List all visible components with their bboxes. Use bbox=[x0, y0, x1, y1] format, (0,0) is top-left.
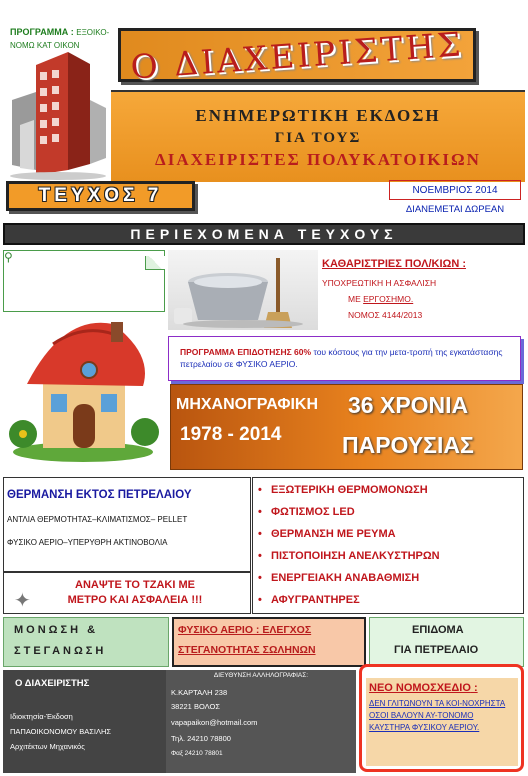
ergosimo-text: ΕΡΓΟΣΗΜΟ. bbox=[363, 294, 414, 304]
heating-line-1: ΑΝΤΛΙΑ ΘΕΡΜΟΤΗΤΑΣ–ΚΛΙΜΑΤΙΣΜΟΣ– PELLET bbox=[7, 515, 188, 524]
subtitle-line-1: ΕΝΗΜΕΡΩΤΙΚΗ ΕΚΔΟΣΗ bbox=[195, 106, 441, 125]
new-law-text: ΔΕΝ ΓΛΙΤΩΝΟΥΝ ΤΑ ΚΟΙ-ΝΟΧΡΗΣΤΑ ΟΣΟΙ ΒΑΛΟΥΝ ΑΥ-ΤΟΝΟΜΟ ΚΑΥΣΤΗΡΑ ΦΥΣΙΚΟΥ ΑΕΡΙΟΥ. bbox=[369, 699, 506, 732]
subsidy-bold: ΠΡΟΓΡΑΜΜΑ ΕΠΙΔΟΤΗΣΗΣ 60% bbox=[180, 347, 312, 357]
heating-title: ΘΕΡΜΑΝΣΗ ΕΚΤΟΣ ΠΕΤΡΕΛΑΙΟΥ bbox=[7, 489, 192, 501]
program-text bbox=[10, 26, 152, 52]
publisher-title: Ο ΔΙΑΧΕΙΡΙΣΤΗΣ bbox=[15, 678, 90, 689]
program-text-2: ΝΟΜΩ ΚΑΤ ΟΙΚΟΝ bbox=[10, 41, 80, 50]
page-fold-decoration bbox=[145, 256, 165, 270]
topic-item: • ΠΙΣΤΟΠΟΙΗΣΗ ΑΝΕΛΚΥΣΤΗΡΩΝ bbox=[258, 550, 440, 562]
topic-label: ΕΞΩΤΕΡΙΚΗ ΘΕΡΜΟΜΟΝΩΣΗ bbox=[271, 484, 428, 496]
new-law-title-colon: : bbox=[470, 682, 478, 694]
pin-icon: ⚲ bbox=[4, 250, 13, 264]
cleaners-line-2-prefix: ΜΕ bbox=[348, 294, 364, 304]
sparkle-icon: ✦ bbox=[14, 590, 31, 612]
allowance-line-1: ΕΠΙΔΟΜΑ bbox=[412, 624, 464, 636]
topic-label: ΠΙΣΤΟΠΟΙΗΣΗ ΑΝΕΛΚΥΣΤΗΡΩΝ bbox=[271, 550, 440, 562]
address-street: Κ.ΚΑΡΤΑΛΗ 238 bbox=[171, 688, 228, 697]
topic-label: ΕΝΕΡΓΕΙΑΚΗ ΑΝΑΒΑΘΜΙΣΗ bbox=[271, 572, 420, 584]
issue-number: ΤΕΥΧΟΣ 7 bbox=[38, 185, 163, 206]
gas-line-1: ΦΥΣΙΚΟ ΑΕΡΙΟ : ΕΛΕΓΧΟΣ bbox=[178, 624, 312, 636]
contents-heading: ΠΕΡΙΕΧΟΜΕΝΑ ΤΕΥΧΟΥΣ bbox=[3, 223, 525, 245]
topic-label: ΘΕΡΜΑΝΣΗ ΜΕ ΡΕΥΜΑ bbox=[271, 528, 396, 540]
years-presence: ΠΑΡΟΥΣΙΑΣ bbox=[342, 432, 474, 458]
years-range: 1978 - 2014 bbox=[180, 424, 282, 445]
address-email[interactable]: vapapaikon@hotmail.com bbox=[171, 718, 258, 727]
newsletter-title: Ο ΔΙΑΧΕΙΡΙΣΤΗΣ bbox=[129, 23, 465, 87]
title-banner bbox=[118, 23, 476, 87]
cleaners-line-1: ΥΠΟΧΡΕΩΤΙΚΗ Η ΑΣΦΑΛΙΣΗ bbox=[322, 278, 437, 288]
allowance-line-2: ΓΙΑ ΠΕΤΡΕΛΑΙΟ bbox=[394, 644, 479, 656]
insulation-line-1: ΜΟΝΩΣΗ & bbox=[14, 624, 99, 636]
topic-label: ΦΩΤΙΣΜΟΣ LED bbox=[271, 506, 355, 518]
fireplace-text bbox=[30, 578, 240, 608]
address-heading: ΔΙΕΥΘΥΝΣΗ ΑΛΛΗΛΟΓΡΑΦΙΑΣ: bbox=[213, 672, 309, 679]
building-illustration bbox=[6, 30, 110, 180]
program-box bbox=[3, 250, 165, 312]
topic-item: • ΕΞΩΤΕΡΙΚΗ ΘΕΡΜΟΜΟΝΩΣΗ bbox=[258, 484, 428, 496]
new-law-title-text: ΝΕΟ ΝΟΜΟΣΧΕΔΙΟ bbox=[369, 682, 471, 694]
subsidy-description: του κόστους για την μετα-τροπή της εγκατάστασης πετρελαίου σε ΦΥΣΙΚΟ ΑΕΡΙΟ. bbox=[180, 347, 503, 369]
subtitle-line-2: ΓΙΑ ΤΟΥΣ bbox=[274, 130, 362, 146]
subtitle-line-3: ΔΙΑΧΕΙΡΙΣΤΕΣ ΠΟΛΥΚΑΤΟΙΚΙΩΝ bbox=[155, 150, 481, 169]
topic-label: ΑΦΥΓΡΑΝΤΗΡΕΣ bbox=[271, 594, 360, 606]
cleaning-supplies-image bbox=[168, 250, 318, 330]
issue-box bbox=[6, 181, 195, 211]
fireplace-line-1: ΑΝΑΨΤΕ ΤΟ ΤΖΑΚΙ ΜΕ bbox=[75, 579, 195, 591]
subsidy-text bbox=[180, 346, 518, 370]
publisher-line-2: ΠΑΠΑΟΙΚΟΝΟΜΟΥ ΒΑΣΙΛΗΣ bbox=[10, 727, 112, 736]
house-illustration bbox=[3, 314, 163, 464]
topic-item: • ΕΝΕΡΓΕΙΑΚΗ ΑΝΑΒΑΘΜΙΣΗ bbox=[258, 572, 420, 584]
topic-item: • ΘΕΡΜΑΝΣΗ ΜΕ ΡΕΥΜΑ bbox=[258, 528, 396, 540]
heating-line-2: ΦΥΣΙΚΟ ΑΕΡΙΟ–ΥΠΕΡΥΘΡΗ ΑΚΤΙΝΟΒΟΛΙΑ bbox=[7, 538, 168, 547]
cleaners-line-2 bbox=[348, 294, 413, 304]
fireplace-line-2: ΜΕΤΡΟ ΚΑΙ ΑΣΦΑΛΕΙΑ !!! bbox=[67, 594, 203, 606]
cleaners-title: ΚΑΘΑΡΙΣΤΡΙΕΣ ΠΟΛ/ΚΙΩΝ : bbox=[322, 258, 466, 270]
cleaners-line-3: ΝΟΜΟΣ 4144/2013 bbox=[348, 310, 423, 320]
free-distribution-label: ΔΙΑΝΕΜΕΤΑΙ ΔΩΡΕΑΝ bbox=[405, 204, 505, 215]
publisher-line-3: Αρχιτέκτων Μηχανικός bbox=[10, 742, 85, 751]
program-bold: ΠΡΟΓΡΑΜΜΑ : bbox=[10, 27, 74, 37]
subtitle-box bbox=[111, 90, 525, 182]
years-count: 36 ΧΡΟΝΙΑ bbox=[348, 392, 469, 418]
address-phone: Τηλ. 24210 78800 bbox=[171, 734, 231, 743]
address-city: 38221 ΒΟΛΟΣ bbox=[171, 702, 220, 711]
issue-date: ΝΟΕΜΒΡΙΟΣ 2014 bbox=[389, 180, 521, 200]
topic-item: • ΦΩΤΙΣΜΟΣ LED bbox=[258, 506, 355, 518]
new-law-title bbox=[369, 682, 478, 694]
publisher-line-1: Ιδιοκτησία-Έκδοση bbox=[10, 712, 73, 721]
address-fax: Φαξ 24210 78801 bbox=[171, 750, 223, 757]
insulation-line-2: ΣΤΕΓΑΝΩΣΗ bbox=[14, 645, 107, 657]
gas-line-2: ΣΤΕΓΑΝΟΤΗΤΑΣ ΣΩΛΗΝΩΝ bbox=[178, 644, 316, 656]
topic-item: • ΑΦΥΓΡΑΝΤΗΡΕΣ bbox=[258, 594, 360, 606]
years-mechanographic: ΜΗΧΑΝΟΓΡΑΦΙΚΗ bbox=[176, 396, 319, 413]
program-text-1: ΕΞΟΙΚΟ- bbox=[76, 28, 110, 37]
